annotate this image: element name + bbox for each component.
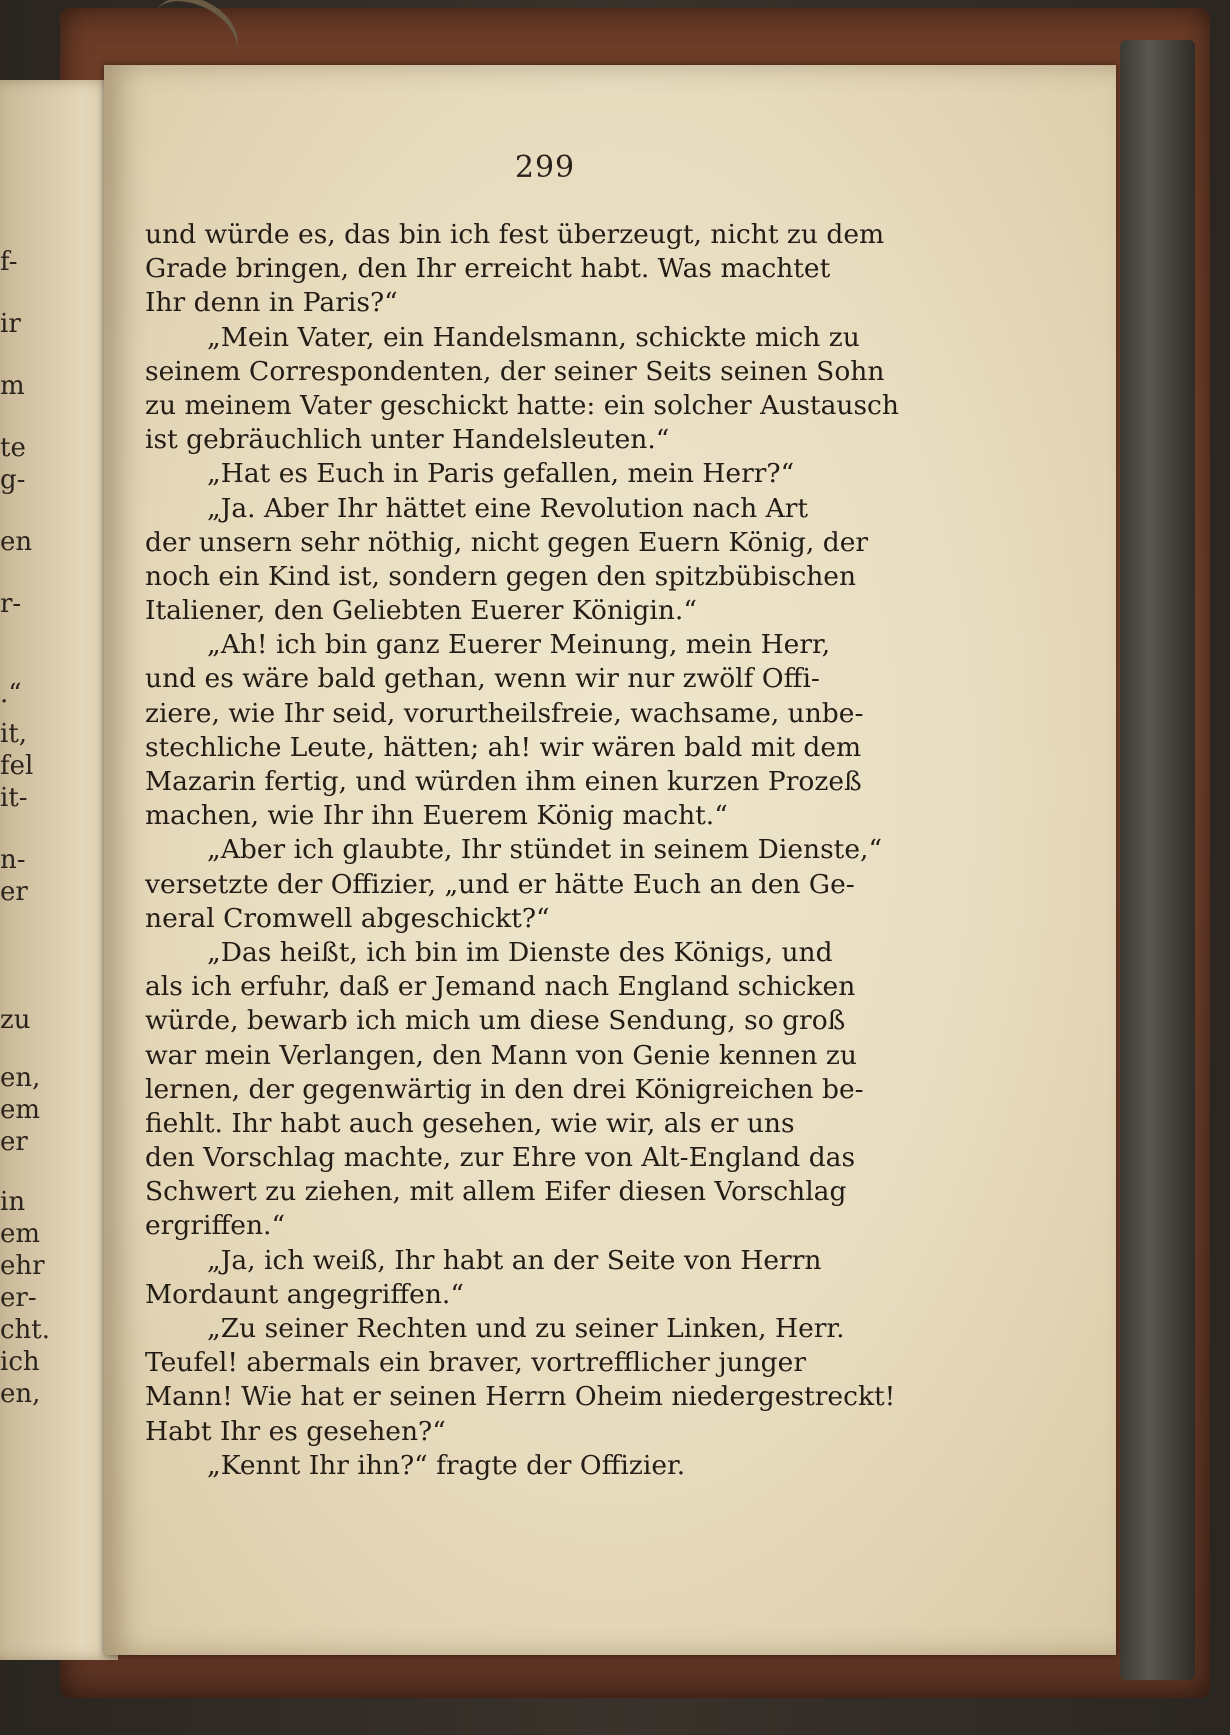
text-line: „Ja. Aber Ihr hättet eine Revolution nach Art — [207, 492, 809, 524]
text-line: „Hat es Euch in Paris gefallen, mein Herr?“ — [207, 458, 795, 490]
binding-strip — [1120, 40, 1195, 1680]
left-page-fragment: in — [0, 1187, 26, 1217]
left-page-fragment: r- — [0, 589, 22, 619]
left-page-fragment: ich — [0, 1347, 40, 1377]
text-line: Mordaunt angegriffen.“ — [145, 1278, 464, 1310]
left-page-fragment: er- — [0, 1283, 37, 1313]
text-line: seinem Correspondenten, der seiner Seits seinen Sohn — [145, 355, 885, 387]
text-line: „Mein Vater, ein Handelsmann, schickte mich zu — [207, 321, 860, 353]
text-line: versetzte der Offizier, „und er hätte Euch an den Ge- — [145, 868, 855, 900]
text-line: zu meinem Vater geschickt hatte: ein solcher Austausch — [145, 389, 899, 421]
left-page-fragment: zu — [0, 1005, 31, 1035]
text-line: „Ah! ich bin ganz Euerer Meinung, mein Herr, — [207, 629, 831, 661]
left-page-fragment: er — [0, 1127, 28, 1157]
left-page-fragment: te — [0, 433, 26, 463]
left-page-fragment: fel — [0, 751, 34, 781]
text-line: „Ja, ich weiß, Ihr habt an der Seite von Herrn — [207, 1244, 822, 1276]
left-page-fragment: n- — [0, 845, 26, 875]
text-line: Grade bringen, den Ihr erreicht habt. Was machtet — [145, 253, 831, 285]
left-page-fragment: g- — [0, 465, 26, 495]
text-line: noch ein Kind ist, sondern gegen den spitzbübischen — [145, 560, 857, 592]
text-line: war mein Verlangen, den Mann von Genie kennen zu — [145, 1039, 857, 1071]
text-line: „Zu seiner Rechten und zu seiner Linken, Herr. — [207, 1313, 845, 1344]
left-page-fragment: .“ — [0, 679, 22, 709]
page-body-text — [145, 218, 990, 1483]
left-page-fragment: it- — [0, 783, 28, 813]
left-page-fragment: ir — [0, 309, 21, 339]
left-page-fragment: f- — [0, 247, 18, 277]
text-line: und es wäre bald gethan, wenn wir nur zwölf Offi- — [145, 663, 820, 695]
text-line: „Das heißt, ich bin im Dienste des Königs, und — [207, 936, 833, 968]
left-page-fragment: en, — [0, 1063, 41, 1093]
page-number: 299 — [514, 150, 576, 185]
text-line: ist gebräuchlich unter Handelsleuten.“ — [145, 424, 670, 456]
text-line: und würde es, das bin ich fest überzeugt, nicht zu dem — [145, 219, 885, 250]
left-page-fragment: m — [0, 371, 25, 401]
text-line: Mann! Wie hat er seinen Herrn Oheim niedergestreckt! — [145, 1381, 896, 1413]
left-page-fragment: cht. — [0, 1315, 51, 1345]
left-page-fragment: it, — [0, 719, 28, 749]
left-page-fragment: er — [0, 877, 28, 907]
text-line: Italiener, den Geliebten Euerer Königin.“ — [145, 595, 697, 627]
left-page-fragment: ehr — [0, 1251, 45, 1281]
left-page-fragment: em — [0, 1095, 41, 1125]
text-line: „Aber ich glaubte, Ihr stündet in seinem Dienste,“ — [207, 834, 882, 866]
text-line: Habt Ihr es gesehen?“ — [145, 1415, 446, 1447]
left-page-fragment: en — [0, 527, 33, 557]
text-line: ergriffen.“ — [145, 1210, 286, 1242]
text-line: Mazarin fertig, und würden ihm einen kurzen Prozeß — [145, 766, 862, 797]
text-line: lernen, der gegenwärtig in den drei Königreichen be- — [145, 1073, 864, 1105]
text-line: als ich erfuhr, daß er Jemand nach England schicken — [145, 971, 856, 1003]
text-line: fiehlt. Ihr habt auch gesehen, wie wir, als er uns — [145, 1107, 795, 1139]
text-line: der unsern sehr nöthig, nicht gegen Euern König, der — [145, 526, 869, 558]
text-line: würde, bewarb ich mich um diese Sendung, so groß — [145, 1005, 846, 1037]
left-page-fragment: em — [0, 1219, 41, 1249]
text-line: ziere, wie Ihr seid, vorurtheilsfreie, wachsame, unbe- — [145, 697, 864, 729]
text-line: „Kennt Ihr ihn?“ fragte der Offizier. — [207, 1449, 686, 1481]
text-line: neral Cromwell abgeschickt?“ — [145, 902, 550, 934]
text-line: Ihr denn in Paris?“ — [145, 287, 398, 319]
text-line: Teufel! abermals ein braver, vortrefflicher junger — [145, 1347, 806, 1379]
text-line: machen, wie Ihr ihn Euerem König macht.“ — [145, 800, 728, 832]
left-page-fragment: en, — [0, 1379, 41, 1409]
text-line: stechliche Leute, hätten; ah! wir wären bald mit dem — [145, 731, 862, 763]
text-line: den Vorschlag machte, zur Ehre von Alt-England das — [145, 1142, 856, 1174]
text-line: Schwert zu ziehen, mit allem Eifer diesen Vorschlag — [145, 1176, 847, 1208]
